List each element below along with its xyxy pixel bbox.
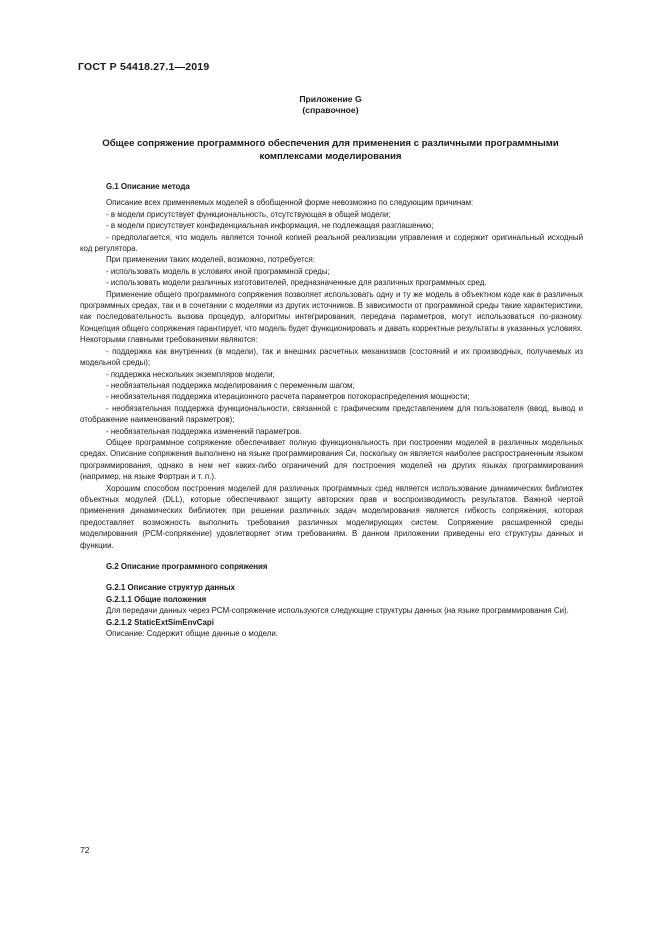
paragraph: - в модели присутствует функциональность, отсутствующая в общей модели;	[106, 209, 391, 219]
paragraph: Хорошим способом построения моделей для различных программных сред является использование динамических библиотек объектных модулей (DLL), которые обеспечивают защиту авторских прав и воспроизводимость результатов. Важной чертой применения динамических библиотек при решении различных задач моделирования является гибкость сопряжения, которая предоставляет возможность выполнить требования различных моделирующих систем. Сопряжение расширенной среды моделирования (PCM-сопряжение) удовлетворяет этим требованиям. В данном приложении приведены его структуры данных и функции.	[80, 483, 583, 550]
paragraph: - в модели присутствует конфиденциальная информация, не подлежащая разглашению;	[106, 221, 434, 231]
paragraph: - поддержка как внутренних (в модели), так и внешних расчетных механизмов (состояний и их производных, получаемых из модельной среды);	[80, 346, 583, 368]
paragraph: - использовать модели различных изготовителей, предназначенные для различных программных сред.	[106, 278, 487, 288]
body-text	[80, 181, 583, 639]
section-heading: G.2.1.2 StaticExtSimEnvCapi	[106, 617, 214, 627]
appendix-subtitle: (справочное)	[302, 105, 359, 115]
section-heading: G.2 Описание программного сопряжения	[106, 562, 268, 571]
section-heading: G.2.1.1 Общие положения	[106, 594, 207, 604]
paragraph: - необязательная поддержка итерационного расчета параметров потокораспределения мощности;	[106, 392, 470, 402]
section-heading: G.2.1 Описание структур данных	[106, 583, 236, 593]
paragraph: - необязательная поддержка моделирования с переменным шагом;	[106, 380, 355, 390]
paragraph: - использовать модель в условиях иной программной среды;	[106, 266, 330, 276]
appendix-heading	[78, 94, 583, 116]
page-number: 72	[80, 845, 90, 855]
paragraph: Применение общего программного сопряжения позволяет использовать одну и ту же модель в объектном коде как в различных программных средах, так и в сочетании с моделями из других источников. В зависимости от программной среды такие характеристики, как последовательность вызова процедур, алгоритмы интегрирования, передача параметров, могут использоваться по-разному. Концепция общего сопряжения гарантирует, что модель будет функционировать и давать корректные результаты в указанных условиях. Некоторыми главными требованиями являются:	[80, 289, 583, 345]
paragraph: - поддержка нескольких экземпляров модели;	[106, 369, 275, 379]
paragraph: Общее программное сопряжение обеспечивает полную функциональность при построении моделей в различных модельных средах. Описание сопряжения выполнено на языке программирования Си, поскольку он является наиболее распространенным языком программирования, однако в нем нет каких-либо ограничений для построения моделей на других языках программирования (например, на языке Фортран и т. п.).	[80, 437, 583, 482]
main-title	[78, 138, 583, 163]
paragraph: Описание: Содержит общие данные о модели.	[106, 629, 278, 639]
spacer	[80, 551, 583, 561]
main-title-line-2: комплексами моделирования	[259, 150, 402, 162]
paragraph: При применении таких моделей, возможно, потребуется:	[106, 255, 315, 265]
main-title-line-1: Общее сопряжение программного обеспечения для применения с различными программными	[102, 138, 559, 149]
paragraph: - необязательная поддержка изменений параметров.	[106, 426, 302, 436]
paragraph: Описание всех применяемых моделей в обобщенной форме невозможно по следующим причинам:	[106, 198, 474, 208]
spacer	[80, 572, 583, 582]
section-heading: G.1 Описание метода	[106, 182, 190, 191]
appendix-title: Приложение G	[299, 94, 362, 104]
document-header: ГОСТ Р 54418.27.1—2019	[78, 61, 210, 73]
paragraph: Для передачи данных через PCM-сопряжение используются следующие структуры данных (на языке программирования Си).	[106, 606, 569, 616]
paragraph: - предполагается, что модель является точной копией реальной реализации управления и содержит оригинальный исходный код регулятора.	[80, 232, 583, 254]
paragraph: - необязательная поддержка функциональности, связанной с графическим представлением для пользователя (ввод, вывод и отображение наименований параметров);	[80, 403, 583, 425]
